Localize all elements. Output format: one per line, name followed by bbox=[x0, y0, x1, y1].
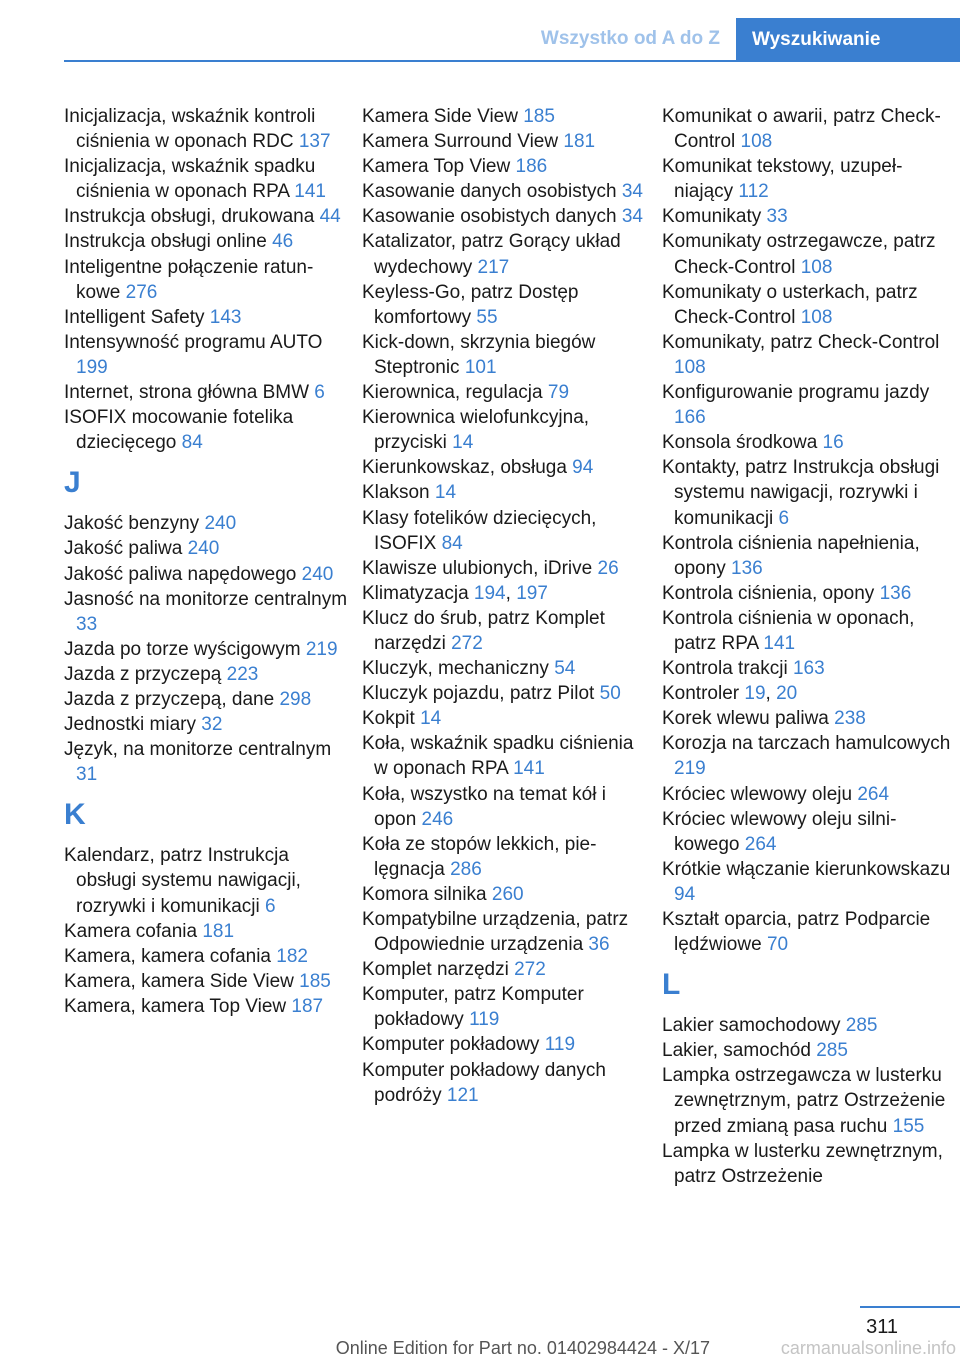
page-ref-link[interactable]: 194 bbox=[473, 582, 506, 604]
index-entry bbox=[64, 994, 349, 1019]
index-entry-text: Kierunkowskaz, obsługa bbox=[362, 457, 573, 479]
page-ref-link[interactable]: 181 bbox=[563, 131, 596, 153]
page-ref-link[interactable]: 16 bbox=[822, 432, 844, 454]
index-entry bbox=[362, 204, 647, 229]
page-ref-link[interactable]: 141 bbox=[763, 632, 796, 654]
index-entry-text: Korozja na tarczach hamulcowych bbox=[662, 733, 951, 755]
index-entry-text: Kamera, kamera cofania bbox=[64, 945, 277, 967]
page-ref-link[interactable]: 141 bbox=[513, 758, 545, 780]
page-ref-link[interactable]: 108 bbox=[800, 256, 833, 278]
section-tab-active[interactable]: Wyszukiwanie bbox=[736, 18, 960, 62]
index-entry-text: Instrukcja obsługi online bbox=[64, 231, 273, 253]
index-entry bbox=[662, 1038, 954, 1063]
page-ref-link[interactable]: 285 bbox=[845, 1015, 878, 1037]
page-ref-link[interactable]: 70 bbox=[766, 934, 789, 956]
index-entry-text: Kontakty, patrz Instrukcja obsługi systemu nawigacji, rozrywki i komunikacji bbox=[662, 457, 940, 529]
index-entry-text: Kasowanie danych osobistych bbox=[362, 181, 622, 203]
index-entry bbox=[64, 662, 349, 687]
index-entry-text: Jakość paliwa napędowego bbox=[64, 563, 302, 585]
index-entry bbox=[362, 405, 647, 455]
index-entry bbox=[662, 330, 954, 380]
index-entry bbox=[64, 637, 349, 662]
index-entry bbox=[362, 556, 647, 581]
index-entry bbox=[64, 562, 349, 587]
page-ref-link[interactable]: 34 bbox=[621, 206, 643, 228]
index-entry bbox=[64, 330, 349, 380]
index-entry bbox=[662, 1139, 954, 1189]
index-letter-heading: J bbox=[64, 466, 81, 500]
index-entry-text: Komunikat tekstowy, uzupełniający bbox=[662, 156, 903, 203]
watermark-text: carmanualsonline.info bbox=[780, 1338, 956, 1358]
index-entry-text: Lakier samochodowy bbox=[662, 1015, 846, 1037]
index-entry-text: Inicjalizacja, wskaźnik kontroli ciśnienia w oponach RDC bbox=[64, 106, 316, 153]
index-entry-text: Instrukcja obsługi, drukowana bbox=[64, 206, 320, 228]
index-entry-text: Komora silnika bbox=[362, 883, 492, 905]
page-ref-link[interactable]: 187 bbox=[291, 995, 324, 1017]
index-entry-text: Inteligentne połączenie ratunkowe bbox=[64, 256, 314, 303]
index-column-2 bbox=[362, 104, 647, 1108]
index-entry bbox=[362, 1058, 647, 1108]
index-entry bbox=[362, 681, 647, 706]
index-entry bbox=[362, 782, 647, 832]
page-ref-link[interactable]: 186 bbox=[515, 156, 548, 178]
page-ref-link[interactable]: 137 bbox=[298, 131, 331, 153]
page-ref-link[interactable]: 298 bbox=[279, 688, 312, 710]
index-entry bbox=[662, 606, 954, 656]
index-entry bbox=[362, 1032, 647, 1057]
index-letter-heading: K bbox=[64, 798, 86, 832]
index-entry bbox=[64, 229, 349, 254]
index-entry bbox=[662, 581, 954, 606]
page-ref-link[interactable]: 276 bbox=[125, 281, 158, 303]
index-entry bbox=[362, 330, 647, 380]
index-entry bbox=[64, 737, 349, 787]
page-ref-link[interactable]: 101 bbox=[464, 356, 497, 378]
header-rule bbox=[64, 60, 960, 62]
page-ref-link[interactable]: 34 bbox=[621, 181, 643, 203]
index-entry bbox=[662, 1013, 954, 1038]
index-entry-text: Koła, wskaźnik spadku ciśnienia w oponach RPA bbox=[362, 733, 634, 780]
page-ref-link[interactable]: 119 bbox=[469, 1009, 500, 1031]
page-ref-link[interactable]: 219 bbox=[305, 638, 338, 660]
index-entry bbox=[64, 587, 349, 637]
page-ref-link[interactable]: 32 bbox=[201, 714, 223, 736]
page-ref-link[interactable]: 26 bbox=[597, 557, 619, 579]
index-entry-text: Konfigurowanie programu jazdy bbox=[662, 382, 930, 404]
page-ref-link[interactable]: 264 bbox=[857, 783, 890, 805]
index-entry-text: Kluczyk, mechaniczny bbox=[362, 658, 555, 680]
index-entry-text: Korek wlewu paliwa bbox=[662, 708, 835, 730]
index-entry-text: Komunikaty ostrzegawcze, patrz Check-Control bbox=[662, 231, 936, 278]
index-entry bbox=[64, 305, 349, 330]
index-entry bbox=[64, 380, 349, 405]
index-entry-text: Kamera, kamera Side View bbox=[64, 970, 300, 992]
edition-text: Online Edition for Part no. 01402984424 - X/17 bbox=[335, 1338, 710, 1358]
index-entry-text: Kierownica wielofunkcyjna, przyciski bbox=[362, 407, 590, 454]
index-entry-text: Kompatybilne urządzenia, patrz Odpowiednie urządzenia bbox=[362, 909, 629, 956]
index-entry bbox=[662, 907, 954, 957]
page-ref-link[interactable]: 217 bbox=[477, 256, 510, 278]
page-ref-link[interactable]: 55 bbox=[476, 306, 498, 328]
index-entry bbox=[662, 154, 954, 204]
index-entry-text: Komunikaty, patrz Check-Control bbox=[662, 331, 940, 353]
index-entry-text: Kamera, kamera Top View bbox=[64, 995, 292, 1017]
index-entry-text: Komputer pokładowy bbox=[362, 1034, 545, 1056]
index-entry bbox=[64, 154, 349, 204]
page-ref-link[interactable]: 272 bbox=[451, 632, 483, 654]
index-entry bbox=[64, 255, 349, 305]
footer-rule bbox=[860, 1306, 960, 1308]
index-entry-text: Intelligent Safety bbox=[64, 306, 210, 328]
index-entry bbox=[362, 104, 647, 129]
page-ref-link[interactable]: 112 bbox=[738, 181, 769, 203]
index-entry bbox=[64, 944, 349, 969]
index-entry-text: Katalizator, patrz Gorący układ wydechowy bbox=[362, 231, 621, 278]
index-entry-text: Jazda z przyczepą bbox=[64, 663, 227, 685]
index-entry bbox=[362, 907, 647, 957]
index-entry-text: Jednostki miary bbox=[64, 714, 202, 736]
page-ref-link[interactable]: 197 bbox=[516, 582, 548, 604]
index-entry bbox=[362, 731, 647, 781]
page-ref-link[interactable]: 108 bbox=[674, 356, 706, 378]
page-ref-link[interactable]: 94 bbox=[674, 883, 696, 905]
page-ref-link[interactable]: 272 bbox=[514, 959, 546, 981]
index-entry bbox=[362, 957, 647, 982]
index-entry bbox=[662, 807, 954, 857]
index-entry bbox=[362, 229, 647, 279]
index-entry bbox=[64, 104, 349, 154]
index-entry bbox=[662, 280, 954, 330]
page-ref-link[interactable]: 260 bbox=[491, 883, 524, 905]
index-entry-text: Keyless-Go, patrz Dostęp komfortowy bbox=[362, 281, 579, 328]
index-entry bbox=[64, 405, 349, 455]
page-ref-link[interactable]: 54 bbox=[554, 658, 576, 680]
index-entry-text: Intensywność programu AUTO bbox=[64, 331, 323, 353]
index-entry-text: Kontroler bbox=[662, 683, 745, 705]
index-entry-text: ISOFIX mocowanie fotelika dziecięcego bbox=[64, 407, 294, 454]
page-number: 311 bbox=[866, 1316, 898, 1338]
page-ref-link[interactable]: 185 bbox=[523, 106, 555, 127]
index-entry-text: Komunikaty bbox=[662, 206, 767, 228]
page-ref-link[interactable]: 155 bbox=[892, 1115, 925, 1137]
page-ref-link[interactable]: 238 bbox=[834, 708, 866, 730]
index-entry bbox=[362, 706, 647, 731]
index-entry-text: Komplet narzędzi bbox=[362, 959, 515, 981]
page-ref-link[interactable]: 14 bbox=[452, 432, 474, 454]
index-entry-text: Kształt oparcia, patrz Podparcie lędźwiowe bbox=[662, 909, 931, 956]
page-ref-link[interactable]: 143 bbox=[209, 306, 242, 328]
page-ref-link[interactable]: 36 bbox=[588, 934, 610, 956]
index-entry-text: Konsola środkowa bbox=[662, 432, 823, 454]
index-letter-heading: L bbox=[662, 968, 681, 1002]
index-entry-text: Koła, wszystko na temat kół i opon bbox=[362, 783, 606, 830]
index-entry bbox=[662, 656, 954, 681]
index-entry-text: Lampka w lusterku zewnętrznym, patrz Ostrzeżenie bbox=[662, 1140, 943, 1187]
page-ref-link[interactable]: 119 bbox=[544, 1034, 576, 1056]
page-ref-link[interactable]: 181 bbox=[202, 920, 235, 942]
index-entry bbox=[362, 606, 647, 656]
index-entry-text: Kontrola ciśnienia w oponach, patrz RPA bbox=[662, 607, 915, 654]
index-entry-text: Klawisze ulubionych, iDrive bbox=[362, 557, 598, 579]
index-entry bbox=[362, 882, 647, 907]
page-ref-link[interactable]: 14 bbox=[434, 482, 457, 504]
index-entry-text: Króciec wlewowy oleju silnikowego bbox=[662, 808, 897, 855]
index-entry-text: Lakier, samochód bbox=[662, 1040, 817, 1062]
index-entry bbox=[662, 380, 954, 430]
page-ref-link[interactable]: 44 bbox=[319, 206, 341, 228]
index-entry bbox=[662, 455, 954, 530]
index-entry-text: Kontrola ciśnienia, opony bbox=[662, 582, 880, 604]
index-entry bbox=[64, 511, 349, 536]
index-entry bbox=[662, 229, 954, 279]
index-entry bbox=[64, 919, 349, 944]
page-ref-link[interactable]: 240 bbox=[204, 513, 237, 535]
index-entry bbox=[362, 129, 647, 154]
index-entry-text: Kontrola ciśnienia napełnienia, opony bbox=[662, 532, 920, 579]
page-ref-link[interactable]: 20 bbox=[776, 683, 798, 705]
index-entry-text: Krótkie włączanie kierunkowskazu bbox=[662, 858, 951, 880]
index-entry bbox=[662, 706, 954, 731]
index-entry-text: Klakson bbox=[362, 482, 435, 504]
index-entry-text: Lampka ostrzegawcza w lusterku zewnętrznym, patrz Ostrzeżenie przed zmianą pasa ruchu bbox=[662, 1065, 946, 1137]
index-entry bbox=[662, 104, 954, 154]
index-entry-text: Kasowanie osobistych danych bbox=[362, 206, 622, 228]
page-ref-link[interactable]: 163 bbox=[792, 658, 825, 680]
page-ref-link[interactable]: 33 bbox=[766, 206, 788, 228]
index-entry bbox=[662, 430, 954, 455]
page-ref-link[interactable]: 141 bbox=[294, 181, 326, 203]
page-ref-link[interactable]: 94 bbox=[572, 457, 594, 479]
index-entry bbox=[64, 687, 349, 712]
index-entry-text: Klucz do śrub, patrz Komplet narzędzi bbox=[362, 607, 605, 654]
index-entry-text: Kamera cofania bbox=[64, 920, 203, 942]
page-ref-link[interactable]: 14 bbox=[420, 708, 442, 730]
page-ref-link[interactable]: 240 bbox=[301, 563, 334, 585]
index-entry bbox=[662, 731, 954, 781]
page-ref-link[interactable]: 223 bbox=[226, 663, 259, 685]
page-ref-link[interactable]: 219 bbox=[674, 758, 706, 780]
index-entry-text: Koła ze stopów lekkich, pielęgnacja bbox=[362, 833, 597, 880]
index-entry bbox=[362, 154, 647, 179]
index-entry-text: Jakość benzyny bbox=[64, 513, 205, 535]
page-ref-link[interactable]: 108 bbox=[740, 131, 773, 153]
index-entry bbox=[64, 712, 349, 737]
page-ref-link[interactable]: 182 bbox=[276, 945, 308, 967]
page-ref-link[interactable]: 246 bbox=[421, 808, 454, 830]
page-ref-link[interactable]: 50 bbox=[599, 683, 621, 705]
index-entry-text: Jasność na monitorze centralnym bbox=[64, 588, 348, 610]
index-entry bbox=[362, 455, 647, 480]
index-entry-text: Jakość paliwa bbox=[64, 538, 188, 560]
page-ref-link[interactable]: 19 bbox=[744, 683, 766, 705]
index-entry-text: Kalendarz, patrz Instrukcja obsługi systemu nawigacji, rozrywki i komunikacji bbox=[64, 845, 301, 917]
page-ref-link[interactable]: 185 bbox=[299, 970, 331, 992]
index-entry bbox=[64, 536, 349, 561]
index-entry bbox=[362, 832, 647, 882]
page-ref-link[interactable]: 84 bbox=[441, 532, 463, 554]
index-entry-text: Klimatyzacja bbox=[362, 582, 474, 604]
index-entry-text: Kick-down, skrzynia biegów Steptronic bbox=[362, 331, 596, 378]
index-entry-text: Inicjalizacja, wskaźnik spadku ciśnienia w oponach RPA bbox=[64, 156, 316, 203]
index-entry bbox=[662, 782, 954, 807]
page-ref-link[interactable]: 79 bbox=[547, 382, 570, 404]
index-entry-text: Kokpit bbox=[362, 708, 421, 730]
index-entry-text: Kamera Top View bbox=[362, 156, 516, 178]
index-entry-text: Język, na monitorze centralnym bbox=[64, 739, 332, 761]
index-entry-text: Komunikat o awarii, patrz Check-Control bbox=[662, 106, 941, 153]
index-entry bbox=[362, 656, 647, 681]
page-ref-link[interactable]: 240 bbox=[187, 538, 220, 560]
page-ref-link[interactable]: 136 bbox=[879, 582, 912, 604]
index-entry bbox=[362, 982, 647, 1032]
index-entry bbox=[662, 1063, 954, 1138]
index-entry bbox=[362, 506, 647, 556]
page-ref-link[interactable]: 285 bbox=[816, 1040, 848, 1062]
index-entry bbox=[362, 380, 647, 405]
index-entry bbox=[362, 280, 647, 330]
index-entry bbox=[662, 531, 954, 581]
index-entry: Klimatyzacja 194, 197 bbox=[362, 582, 548, 604]
index-entry bbox=[662, 857, 954, 907]
index-entry-text: Komputer, patrz Komputer pokładowy bbox=[362, 984, 584, 1031]
index-entry-text: Kamera Surround View bbox=[362, 131, 564, 153]
index-entry-text: Kierownica, regulacja bbox=[362, 382, 548, 404]
page-ref-link[interactable]: 121 bbox=[446, 1084, 479, 1106]
index-entry-text: Komunikaty o usterkach, patrz Check-Control bbox=[662, 281, 918, 328]
index-entry bbox=[362, 480, 647, 505]
index-entry bbox=[362, 179, 647, 204]
page-ref-link[interactable]: 264 bbox=[744, 833, 777, 855]
index-entry-text: Jazda po torze wyścigowym bbox=[64, 638, 306, 660]
page-ref-link[interactable]: 286 bbox=[450, 858, 482, 880]
index-entry-text: Kluczyk pojazdu, patrz Pilot bbox=[362, 683, 600, 705]
index-entry: Kontroler 19, 20 bbox=[662, 683, 798, 705]
page-ref-link[interactable]: 33 bbox=[76, 613, 98, 635]
index-entry-text: Klasy fotelików dziecięcych, ISOFIX bbox=[362, 507, 597, 554]
page-header bbox=[0, 0, 960, 62]
page-ref-link[interactable]: 6 bbox=[314, 382, 325, 404]
page-ref-link[interactable]: 31 bbox=[76, 764, 98, 786]
index-entry bbox=[64, 843, 349, 918]
page-ref-link[interactable]: 84 bbox=[181, 432, 203, 454]
page-ref-link[interactable]: 199 bbox=[76, 356, 108, 378]
index-entry-text: Kamera Side View bbox=[362, 106, 524, 127]
page-ref-link[interactable]: 6 bbox=[778, 507, 790, 529]
index-entry-text: Komputer pokładowy danych podróży bbox=[362, 1059, 606, 1106]
index-entry-text: Króciec wlewowy oleju bbox=[662, 783, 858, 805]
index-entry-text: Internet, strona główna BMW bbox=[64, 382, 315, 404]
page-ref-link[interactable]: 166 bbox=[674, 407, 706, 429]
section-link[interactable]: Wszystko od A do Z bbox=[540, 28, 720, 49]
page-ref-link[interactable]: 108 bbox=[800, 306, 833, 328]
page-ref-link[interactable]: 46 bbox=[272, 231, 294, 253]
index-column-3 bbox=[662, 104, 954, 1189]
index-entry-text: Jazda z przyczepą, dane bbox=[64, 688, 280, 710]
page-ref-link[interactable]: 6 bbox=[264, 895, 276, 917]
index-entry bbox=[64, 204, 349, 229]
index-entry-text: Kontrola trakcji bbox=[662, 658, 793, 680]
index-entry bbox=[64, 969, 349, 994]
index-column-1 bbox=[64, 104, 349, 1019]
index-entry bbox=[662, 204, 954, 229]
page-ref-link[interactable]: 136 bbox=[731, 557, 763, 579]
